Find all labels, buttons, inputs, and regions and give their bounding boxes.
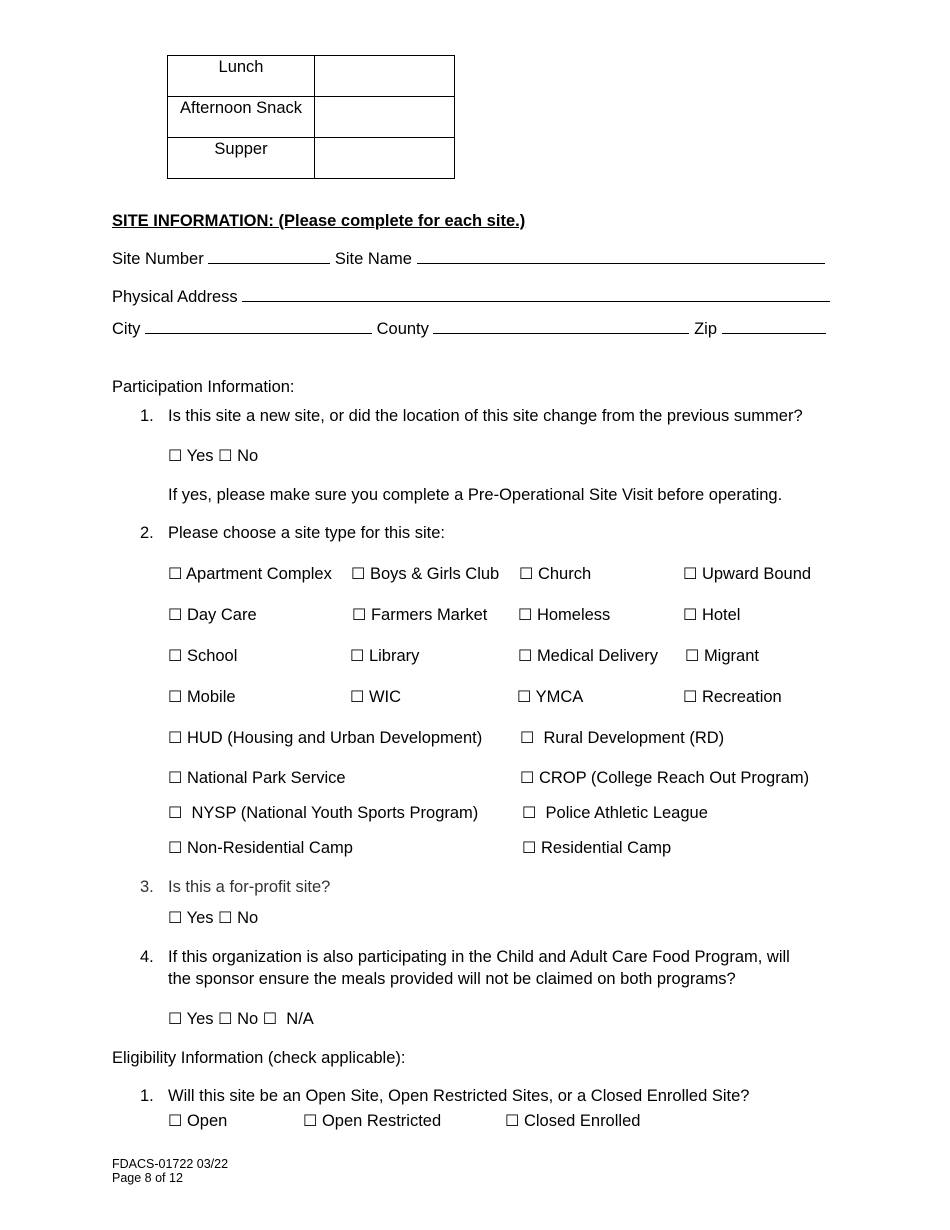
site-type-option[interactable] <box>350 687 401 707</box>
option-label: Open Restricted <box>321 1112 442 1130</box>
eligibility-option[interactable] <box>505 1111 640 1131</box>
checkbox[interactable]: ☐ <box>518 646 533 665</box>
option-label: No <box>237 909 259 927</box>
question-number: 1. <box>140 1087 154 1105</box>
question-4-text-line2: the sponsor ensure the meals provided will not be claimed on both programs? <box>168 970 736 988</box>
checkbox[interactable]: ☐ <box>350 687 365 706</box>
checkbox[interactable]: ☐ <box>168 728 183 747</box>
option-label: No <box>237 1010 259 1028</box>
option-label: Residential Camp <box>540 839 672 857</box>
zip-label: Zip <box>694 320 717 338</box>
site-type-option[interactable] <box>683 564 811 584</box>
table-row <box>168 56 455 97</box>
q3-options <box>168 908 258 928</box>
open-restricted-checkbox[interactable]: ☐ <box>303 1111 318 1130</box>
checkbox[interactable]: ☐ <box>683 687 698 706</box>
site-type-option[interactable] <box>518 646 658 666</box>
option-label: Yes <box>186 909 214 927</box>
table-row <box>168 97 455 138</box>
option-label: Open <box>186 1112 228 1130</box>
site-type-option[interactable] <box>519 564 591 584</box>
option-label: Church <box>537 565 592 583</box>
option-label: Migrant <box>703 647 759 665</box>
site-type-option[interactable] <box>168 728 482 748</box>
option-label: Library <box>368 647 420 665</box>
option-label: Medical Delivery <box>536 647 658 665</box>
site-number-field[interactable] <box>208 247 330 264</box>
site-type-option[interactable] <box>522 803 708 823</box>
q1-options <box>168 446 258 466</box>
site-type-option[interactable] <box>351 564 499 584</box>
option-label: School <box>186 647 238 665</box>
option-label: Non-Residential Camp <box>186 839 353 857</box>
option-label: Homeless <box>536 606 611 624</box>
checkbox[interactable]: ☐ <box>350 646 365 665</box>
q4-options <box>168 1009 314 1029</box>
option-label: HUD (Housing and Urban Development) <box>186 729 483 747</box>
option-label: Day Care <box>186 606 257 624</box>
option-label: Upward Bound <box>701 565 812 583</box>
site-type-option[interactable] <box>683 605 740 625</box>
eligibility-question-1-text: Will this site be an Open Site, Open Restricted Sites, or a Closed Enrolled Site? <box>168 1087 750 1105</box>
address-row <box>112 285 830 307</box>
checkbox[interactable]: ☐ <box>520 768 535 787</box>
option-label: Boys & Girls Club <box>369 565 500 583</box>
city-row <box>112 317 826 339</box>
option-label: N/A <box>286 1010 314 1028</box>
option-label: CROP (College Reach Out Program) <box>538 769 810 787</box>
site-name-label: Site Name <box>334 250 412 268</box>
q3-no-checkbox[interactable]: ☐ <box>218 908 233 927</box>
site-type-option[interactable] <box>168 605 257 625</box>
site-number-label: Site Number <box>112 250 204 268</box>
checkbox[interactable]: ☐ <box>520 728 535 747</box>
county-label: County <box>376 320 429 338</box>
checkbox[interactable]: ☐ <box>168 803 183 822</box>
option-label: WIC <box>368 688 402 706</box>
county-field[interactable] <box>433 317 689 334</box>
checkbox[interactable]: ☐ <box>168 564 183 583</box>
checkbox[interactable]: ☐ <box>168 605 183 624</box>
checkbox[interactable]: ☐ <box>168 646 183 665</box>
closed-enrolled-checkbox[interactable]: ☐ <box>505 1111 520 1130</box>
option-label: Hotel <box>701 606 741 624</box>
option-label: Farmers Market <box>370 606 488 624</box>
site-type-option[interactable] <box>520 728 724 748</box>
q1-note: If yes, please make sure you complete a Pre-Operational Site Visit before operating. <box>168 486 783 504</box>
checkbox[interactable]: ☐ <box>517 687 532 706</box>
option-label: Closed Enrolled <box>523 1112 641 1130</box>
site-type-option[interactable] <box>168 687 236 707</box>
site-info-heading: SITE INFORMATION: (Please complete for each site.) <box>112 212 526 230</box>
meal-time-cell[interactable] <box>315 56 455 97</box>
question-number: 3. <box>140 878 154 896</box>
option-label: NYSP (National Youth Sports Program) <box>191 804 479 822</box>
q1-no-checkbox[interactable]: ☐ <box>218 446 233 465</box>
eligibility-heading: Eligibility Information (check applicable): <box>112 1049 406 1067</box>
question-4-text-line1: If this organization is also participating in the Child and Adult Care Food Program, will <box>168 948 790 966</box>
checkbox[interactable]: ☐ <box>522 803 537 822</box>
question-2-text: Please choose a site type for this site: <box>168 524 445 542</box>
page-number: Page 8 of 12 <box>112 1171 183 1185</box>
option-label: National Park Service <box>186 769 346 787</box>
checkbox[interactable]: ☐ <box>351 564 366 583</box>
option-label: Yes <box>186 1010 214 1028</box>
checkbox[interactable]: ☐ <box>518 605 533 624</box>
meal-label: Lunch <box>168 56 315 97</box>
site-type-option[interactable] <box>168 803 478 823</box>
participation-heading: Participation Information: <box>112 378 295 396</box>
option-label: Recreation <box>701 688 782 706</box>
q4-yes-checkbox[interactable]: ☐ <box>168 1009 183 1028</box>
option-label: No <box>237 447 259 465</box>
physical-address-label: Physical Address <box>112 288 238 306</box>
option-label: Apartment Complex <box>186 565 332 583</box>
site-type-option[interactable] <box>168 646 237 666</box>
checkbox[interactable]: ☐ <box>519 564 534 583</box>
city-label: City <box>112 320 141 338</box>
city-field[interactable] <box>145 317 372 334</box>
meal-label: Afternoon Snack <box>168 97 315 138</box>
table-row <box>168 138 455 179</box>
option-label: Yes <box>186 447 214 465</box>
eligibility-option[interactable] <box>303 1111 441 1131</box>
site-type-option[interactable] <box>517 687 583 707</box>
site-type-option[interactable] <box>168 838 353 858</box>
zip-field[interactable] <box>722 317 826 334</box>
question-number: 2. <box>140 524 154 542</box>
meal-times-table <box>167 55 455 179</box>
site-type-option[interactable] <box>685 646 759 666</box>
meal-time-cell[interactable] <box>315 138 455 179</box>
option-label: Police Athletic League <box>545 804 708 822</box>
physical-address-field[interactable] <box>242 285 830 302</box>
option-label: Mobile <box>186 688 236 706</box>
checkbox[interactable]: ☐ <box>168 687 183 706</box>
meal-time-cell[interactable] <box>315 97 455 138</box>
site-type-option[interactable] <box>683 687 782 707</box>
checkbox[interactable]: ☐ <box>683 564 698 583</box>
question-1-text: Is this site a new site, or did the location of this site change from the previous summer? <box>168 407 803 425</box>
checkbox[interactable]: ☐ <box>168 838 183 857</box>
checkbox[interactable]: ☐ <box>685 646 700 665</box>
site-type-option[interactable] <box>520 768 809 788</box>
meal-label: Supper <box>168 138 315 179</box>
checkbox[interactable]: ☐ <box>168 768 183 787</box>
option-label: YMCA <box>535 688 584 706</box>
open-checkbox[interactable]: ☐ <box>168 1111 183 1130</box>
checkbox[interactable]: ☐ <box>683 605 698 624</box>
site-number-row <box>112 247 825 269</box>
question-number: 1. <box>140 407 154 425</box>
site-type-option[interactable] <box>168 768 346 788</box>
question-number: 4. <box>140 948 154 966</box>
q4-na-checkbox[interactable]: ☐ <box>262 1009 278 1028</box>
question-3-text: Is this a for-profit site? <box>168 878 331 896</box>
site-name-field[interactable] <box>417 247 825 264</box>
q3-yes-checkbox[interactable]: ☐ <box>168 908 183 927</box>
site-type-option[interactable] <box>168 564 332 584</box>
checkbox[interactable]: ☐ <box>352 605 367 624</box>
q1-yes-checkbox[interactable]: ☐ <box>168 446 183 465</box>
site-type-option[interactable] <box>350 646 419 666</box>
q4-no-checkbox[interactable]: ☐ <box>218 1009 233 1028</box>
site-type-option[interactable] <box>352 605 487 625</box>
option-label: Rural Development (RD) <box>543 729 725 747</box>
site-type-option[interactable] <box>522 838 671 858</box>
site-type-option[interactable] <box>518 605 610 625</box>
form-id: FDACS-01722 03/22 <box>112 1157 229 1171</box>
eligibility-option[interactable] <box>168 1111 227 1131</box>
checkbox[interactable]: ☐ <box>522 838 537 857</box>
